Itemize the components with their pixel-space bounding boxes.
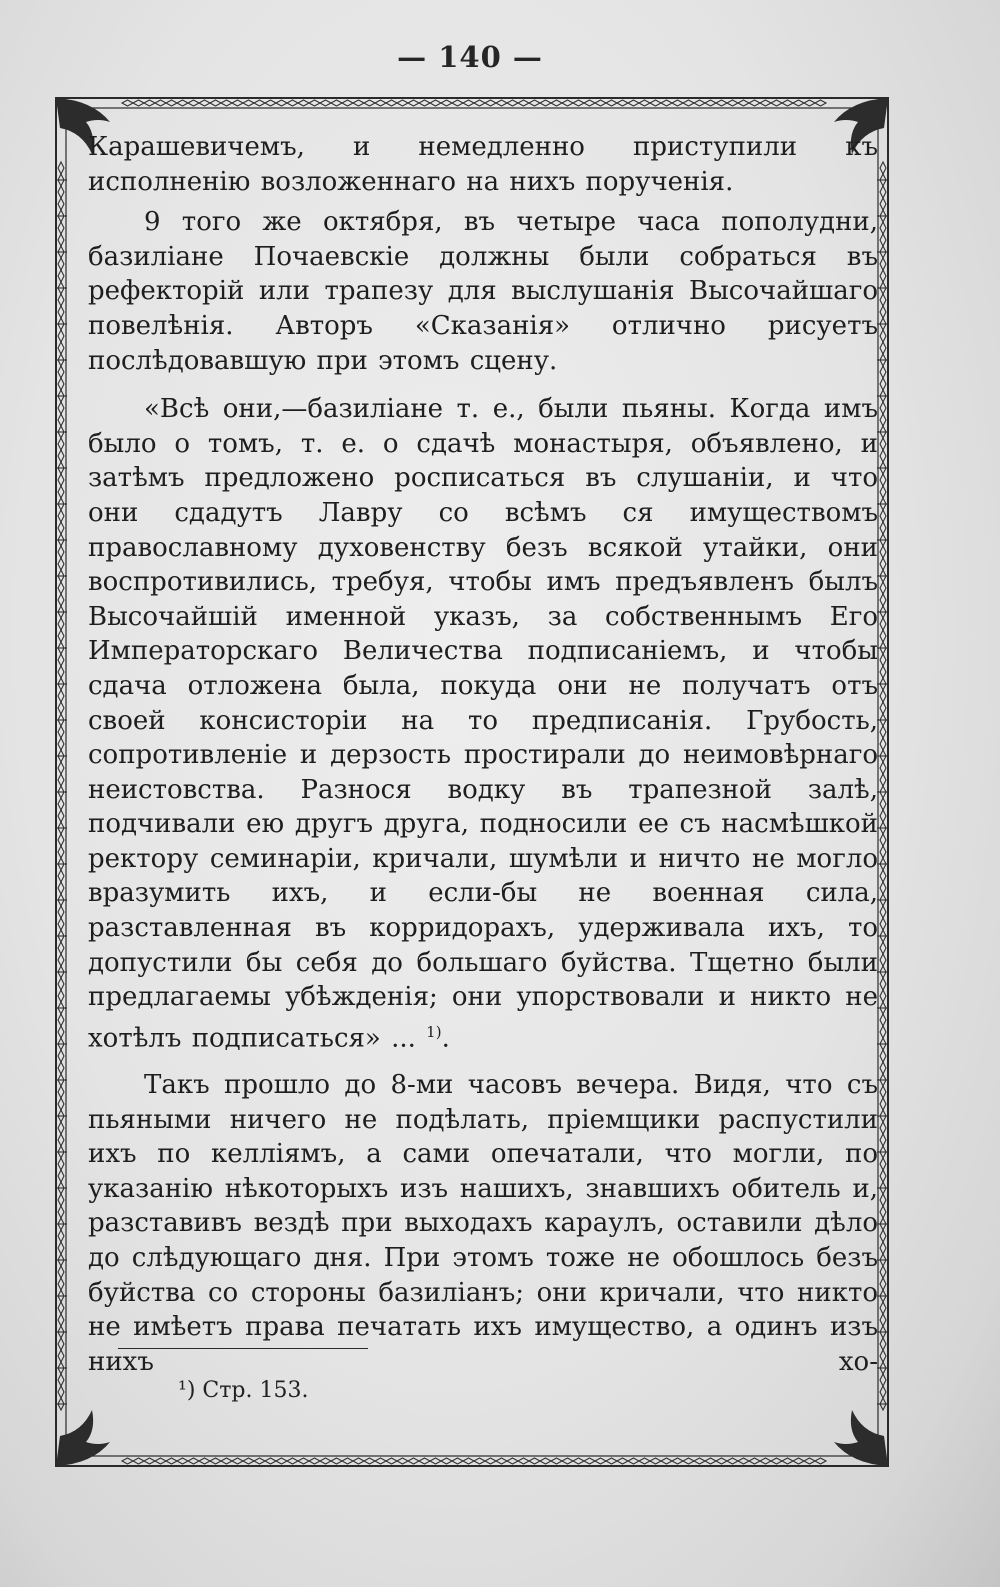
paragraph-2: 9 того же октября, въ четыре часа пополудни, базиліане Почаевскіе должны были собраться въ рефекторій или трапезу для выслушанія Высочайшаго повелѣнія. Авторъ «Сказанія» отлично рисуетъ послѣдовавшую при этомъ сцену. — [88, 207, 878, 376]
corner-ornament-bl — [56, 1410, 110, 1466]
corner-ornament-br — [834, 1410, 888, 1466]
paragraph-3-quote: «Всѣ они,—базиліане т. е., были пьяны. Когда имъ было о томъ, т. е. о сдачѣ монастыря, объявлено, и затѣмъ предложено росписаться въ слушаніи, и что они сдадутъ Лавру со всѣмъ ся имуществомъ православному духовенству безъ всякой утайки, они воспротивились, требуя, чтобы имъ предъявленъ былъ Высочайшій именной указъ, за собственнымъ Его Императорскаго Величества подписаніемъ, и чтобы сдача отложена была, покуда они не получатъ отъ своей консисторіи на то предписанія. Грубость, сопротивленіе и дерзость простирали до неимовѣрнаго неистовства. Разнося водку въ трапезной залѣ, подчивали ею другъ друга, подносили ее съ насмѣшкой ректору семинаріи, кричали, шумѣли и ничто не могло вразумить ихъ, и если-бы не военная сила, разставленная въ корридорахъ, удерживала ихъ, то допустили бы себя до большаго буйства. Тщетно были предлагаемы убѣжденія; они упорствовали и никто не хотѣлъ подписаться» ... $^{1)}$. — [88, 394, 878, 1054]
paragraph-1: Карашевичемъ, и немедленно приступили къ исполненію возложеннаго на нихъ порученія. — [88, 132, 878, 197]
paragraph-4: Такъ прошло до 8-ми часовъ вечера. Видя, что съ пьяными ничего не подѣлать, пріемщики распустили ихъ по келліямъ, а сами опечатали, что могли, по указанію нѣкоторыхъ изъ нашихъ, знавшихъ обитель и, разставивъ вездѣ при выходахъ караулъ, оставили дѣло до слѣдующаго дня. При этомъ тоже не обошлось безъ буйства со стороны базиліанъ; они кричали, что никто не имѣетъ права печатать ихъ имущество, а одинъ изъ нихъ хо- — [88, 1070, 878, 1377]
quote-text: «Всѣ они,—базиліане т. е., были пьяны. Когда имъ было о томъ, т. е. о сдачѣ монастыря, объявлено, и затѣмъ предложено росписаться въ слушаніи, и что они сдадутъ Лавру со всѣмъ ся имуществомъ православному духовенству безъ всякой утайки, они воспротивились, требуя, чтобы имъ предъявленъ былъ Высочайшій именной указъ, за собственнымъ Его Императорскаго Величества подписаніемъ, и чтобы сдача отложена была, покуда они не получатъ отъ своей консисторіи на то предписанія. Грубость, сопротивленіе и дерзость простирали до неимовѣрнаго неистовства. Разнося водку въ трапезной залѣ, подчивали ею другъ друга, подносили ее съ насмѣшкой ректору семинаріи, кричали, шумѣли и ничто не могло вразумить ихъ, и если-бы не военная сила, разставленная въ корридорахъ, удерживала ихъ, то допустили бы себя до большаго буйства. Тщетно были предлагаемы убѣжденія; они упорствовали и никто не хотѣлъ подписаться» ... — [88, 394, 878, 1054]
footnote-rule — [118, 1348, 368, 1349]
main-text — [88, 130, 878, 1379]
footnote: ¹) Стр. 153. — [178, 1378, 309, 1403]
footnote-reference: 1) — [426, 1022, 442, 1041]
page-number: — 140 — — [397, 40, 543, 74]
